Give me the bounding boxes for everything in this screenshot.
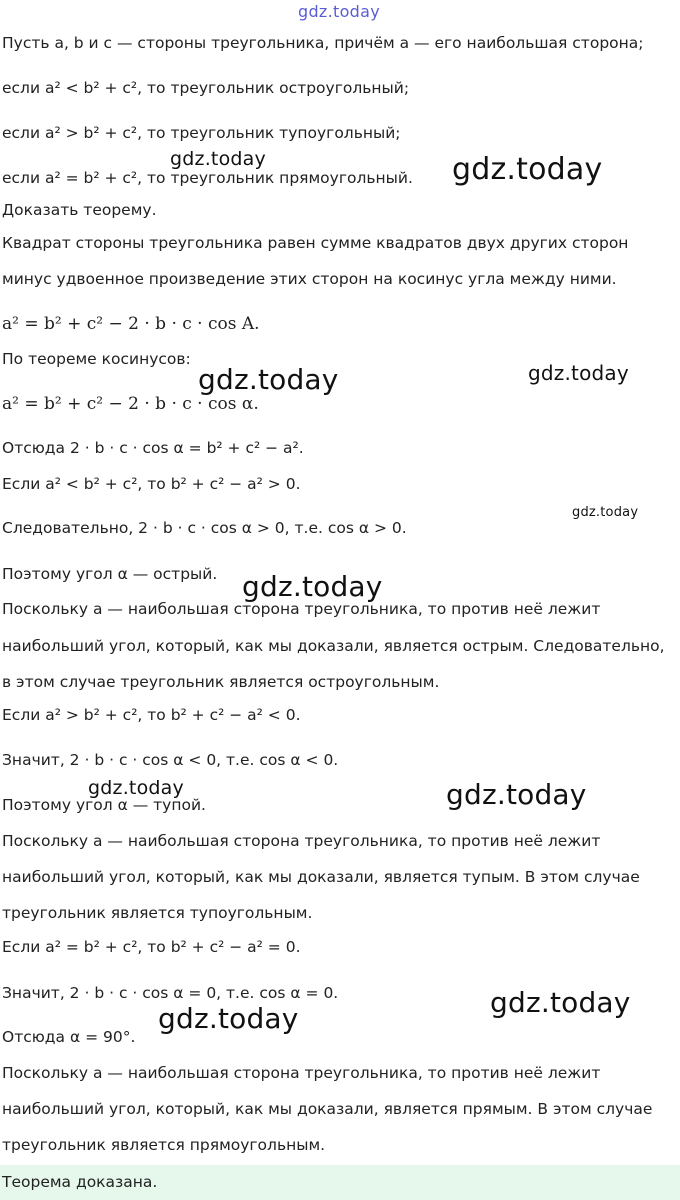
text-line-21: Поскольку a — наибольшая сторона треугольника, то против неё лежит	[2, 832, 601, 850]
text-line-1: Пусть a, b и c — стороны треугольника, причём a — его наибольшая сторона;	[2, 34, 644, 52]
watermark: gdz.today	[242, 570, 383, 603]
text-line-27: Поскольку a — наибольшая сторона треугольника, то против неё лежит	[2, 1064, 601, 1082]
formula-cosine-law: a² = b² + c² − 2 · b · c · cos A.	[2, 314, 260, 334]
text-line-26: Отсюда α = 90°.	[2, 1028, 136, 1046]
text-line-2: если a² < b² + c², то треугольник остроугольный;	[2, 79, 410, 97]
text-line-7: минус удвоенное произведение этих сторон на косинус угла между ними.	[2, 270, 617, 288]
watermark: gdz.today	[198, 363, 339, 396]
text-line-12: Если a² < b² + c², то b² + c² − a² > 0.	[2, 475, 301, 493]
text-line-25: Значит, 2 · b · c · cos α = 0, т.е. cos α = 0.	[2, 984, 339, 1002]
conclusion-text: Теорема доказана.	[2, 1173, 158, 1191]
text-line-14: Поэтому угол α — острый.	[2, 565, 218, 583]
text-line-18: Если a² > b² + c², то b² + c² − a² < 0.	[2, 706, 301, 724]
text-line-11: Отсюда 2 · b · c · cos α = b² + c² − a².	[2, 439, 304, 457]
text-line-13: Следовательно, 2 · b · c · cos α > 0, т.е. cos α > 0.	[2, 519, 407, 537]
watermark: gdz.today	[158, 1002, 299, 1035]
text-line-29: треугольник является прямоугольным.	[2, 1136, 326, 1154]
watermark: gdz.today	[452, 152, 603, 187]
text-line-20: Поэтому угол α — тупой.	[2, 796, 206, 814]
text-line-9: По теореме косинусов:	[2, 350, 191, 368]
text-line-5: Доказать теорему.	[2, 201, 157, 219]
text-line-24: Если a² = b² + c², то b² + c² − a² = 0.	[2, 938, 301, 956]
text-line-19: Значит, 2 · b · c · cos α < 0, т.е. cos α < 0.	[2, 751, 339, 769]
text-line-3: если a² > b² + c², то треугольник тупоугольный;	[2, 124, 401, 142]
watermark: gdz.today	[88, 777, 184, 799]
formula-cosine-alpha: a² = b² + c² − 2 · b · c · cos α.	[2, 394, 259, 414]
text-line-28: наибольший угол, который, как мы доказали, является прямым. В этом случае	[2, 1100, 653, 1118]
watermark: gdz.today	[572, 505, 639, 520]
watermark: gdz.today	[528, 361, 629, 385]
watermark-header[interactable]: gdz.today	[298, 2, 380, 21]
watermark: gdz.today	[490, 986, 631, 1019]
text-line-23: треугольник является тупоугольным.	[2, 904, 313, 922]
text-line-6: Квадрат стороны треугольника равен сумме квадратов двух других сторон	[2, 234, 629, 252]
watermark: gdz.today	[170, 148, 266, 170]
text-line-16: наибольший угол, который, как мы доказали, является острым. Следовательно,	[2, 637, 665, 655]
text-line-22: наибольший угол, который, как мы доказали, является тупым. В этом случае	[2, 868, 640, 886]
text-line-15: Поскольку a — наибольшая сторона треугольника, то против неё лежит	[2, 600, 601, 618]
watermark: gdz.today	[446, 778, 587, 811]
text-line-17: в этом случае треугольник является остроугольным.	[2, 673, 440, 691]
text-line-4: если a² = b² + c², то треугольник прямоугольный.	[2, 169, 413, 187]
